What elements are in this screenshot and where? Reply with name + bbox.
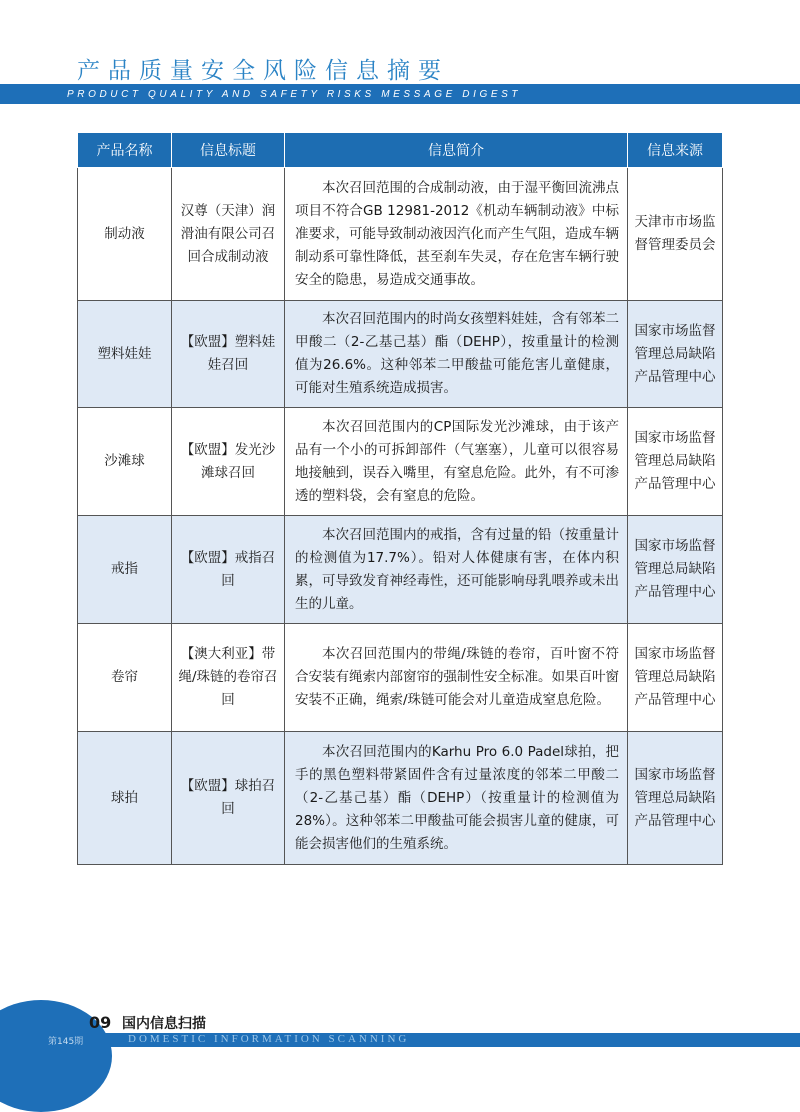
info-summary-cell: 本次召回范围内的带绳/珠链的卷帘，百叶窗不符合安装有绳索内部窗帘的强制性安全标准。如果百叶窗安装不正确，绳索/珠链可能会对儿童造成窒息危险。 (285, 624, 628, 732)
info-source-cell: 国家市场监督管理总局缺陷产品管理中心 (628, 624, 723, 732)
info-summary-cell: 本次召回范围内的CP国际发光沙滩球，由于该产品有一个小的可拆卸部件（气塞塞），儿童可以很容易地接触到，误吞入嘴里，有窒息危险。此外，有不可渗透的塑料袋，会有窒息的危险。 (285, 408, 628, 516)
table-row (78, 732, 723, 865)
info-title-cell: 【澳大利亚】带绳/珠链的卷帘召回 (172, 624, 285, 732)
table-header-row (78, 133, 723, 168)
info-source-cell: 天津市市场监督管理委员会 (628, 168, 723, 301)
column-header-info-source: 信息来源 (628, 133, 723, 168)
table-row (78, 516, 723, 624)
table-row (78, 301, 723, 408)
table-row (78, 168, 723, 301)
product-name-cell: 戒指 (78, 516, 172, 624)
table-row (78, 408, 723, 516)
info-title-cell: 【欧盟】塑料娃娃召回 (172, 301, 285, 408)
section-subtitle: DOMESTIC INFORMATION SCANNING (128, 1033, 410, 1045)
column-header-info-summary: 信息简介 (285, 133, 628, 168)
header-band (0, 84, 800, 104)
info-source-cell: 国家市场监督管理总局缺陷产品管理中心 (628, 732, 723, 865)
info-summary-cell: 本次召回范围内的Karhu Pro 6.0 Padel球拍，把手的黑色塑料带紧固件含有过量浓度的邻苯二甲酸二（2-乙基己基）酯（DEHP）（按重量计的检测值为28%）。这种邻苯二甲酸盐可能会损害儿童的健康，可能会损害他们的生殖系统。 (285, 732, 628, 865)
product-name-cell: 塑料娃娃 (78, 301, 172, 408)
table-row (78, 624, 723, 732)
page-header-subtitle: PRODUCT QUALITY AND SAFETY RISKS MESSAGE DIGEST (67, 88, 522, 100)
issue-label: 第145期 (48, 1037, 84, 1047)
product-name-cell: 沙滩球 (78, 408, 172, 516)
column-header-info-title: 信息标题 (172, 133, 285, 168)
info-source-cell: 国家市场监督管理总局缺陷产品管理中心 (628, 408, 723, 516)
info-title-cell: 【欧盟】球拍召回 (172, 732, 285, 865)
column-header-product-name: 产品名称 (78, 133, 172, 168)
info-title-cell: 【欧盟】发光沙滩球召回 (172, 408, 285, 516)
page-header-title: 产品质量安全风险信息摘要 (77, 58, 449, 84)
info-title-cell: 汉尊（天津）润滑油有限公司召回合成制动液 (172, 168, 285, 301)
page-number: 09 (89, 1013, 112, 1032)
info-summary-cell: 本次召回范围内的时尚女孩塑料娃娃，含有邻苯二甲酸二（2-乙基己基）酯（DEHP），按重量计的检测值为26.6%。这种邻苯二甲酸盐可能危害儿童健康，可能对生殖系统造成损害。 (285, 301, 628, 408)
info-source-cell: 国家市场监督管理总局缺陷产品管理中心 (628, 301, 723, 408)
info-title-cell: 【欧盟】戒指召回 (172, 516, 285, 624)
product-name-cell: 球拍 (78, 732, 172, 865)
info-summary-cell: 本次召回范围的合成制动液，由于湿平衡回流沸点项目不符合GB 12981-2012《机动车辆制动液》中标准要求，可能导致制动液因汽化而产生气阻，造成车辆制动系可靠性降低，甚至刹车失灵，存在危害车辆行驶安全的隐患，易造成交通事故。 (285, 168, 628, 301)
info-summary-cell: 本次召回范围内的戒指，含有过量的铅（按重量计的检测值为17.7%）。铅对人体健康有害，在体内积累，可导致发育神经毒性，还可能影响母乳喂养或未出生的儿童。 (285, 516, 628, 624)
product-name-cell: 卷帘 (78, 624, 172, 732)
section-title: 国内信息扫描 (122, 1016, 206, 1032)
product-name-cell: 制动液 (78, 168, 172, 301)
risk-info-table (77, 132, 723, 865)
info-source-cell: 国家市场监督管理总局缺陷产品管理中心 (628, 516, 723, 624)
